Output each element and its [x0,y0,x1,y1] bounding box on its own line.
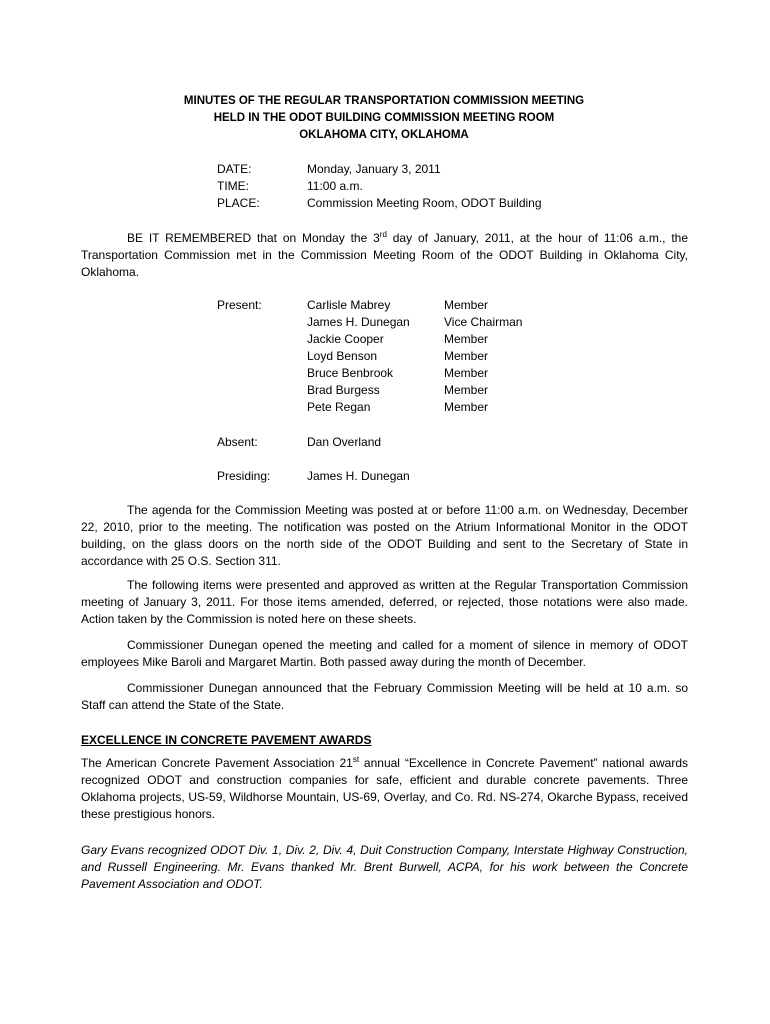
member-role: Member [444,400,489,414]
member-name: Bruce Benbrook [307,366,394,380]
present-row-4 [217,365,522,382]
absent-label: Absent: [217,435,258,449]
place-row [217,195,542,212]
title-line-1: MINUTES OF THE REGULAR TRANSPORTATION COMMISSION MEETING [183,95,585,107]
present-row-6 [217,399,522,416]
member-name: James H. Dunegan [307,315,410,329]
time-row [217,178,542,195]
evans-paragraph: Gary Evans recognized ODOT Div. 1, Div. 2, Div. 4, Duit Construction Company, Interstate Highway Construction, and Russell Engineering. Mr. Evans thanked Mr. Brent Burwell, ACPA, for his work between the Concrete Pavement Association and ODOT. [81,843,688,891]
member-role: Member [444,332,489,346]
document-title [0,93,770,144]
present-row-1 [217,314,522,331]
awards-text-a: The American Concrete Pavement Association 21 [81,756,353,770]
member-name: Pete Regan [307,400,371,414]
date-label: DATE: [217,162,252,176]
date-row [217,161,542,178]
intro-text-b: day of January, 2011, at the hour of 11:06 a.m., the Transportation Commission met in the Commission Meeting Room of the ODOT Building in Oklahoma City, Oklahoma. [81,231,689,279]
present-row-3 [217,348,522,365]
awards-paragraph [81,755,688,823]
member-role: Member [444,298,489,312]
intro-sup: rd [379,230,387,239]
intro-text-a: BE IT REMEMBERED that on Monday the 3 [127,231,380,245]
member-name: Brad Burgess [307,383,380,397]
silence-paragraph: Commissioner Dunegan opened the meeting and called for a moment of silence in memory of ODOT employees Mike Baroli and Margaret Martin. Both passed away during the month of December. [81,638,688,669]
items-paragraph: The following items were presented and approved as written at the Regular Transportation Commission meeting of January 3, 2011. For those items amended, deferred, or rejected, those notations were also made. Action taken by the Commission is noted here on these sheets. [81,578,688,626]
meeting-details [217,161,542,212]
place-value: Commission Meeting Room, ODOT Building [307,196,542,210]
time-value: 11:00 a.m. [307,179,363,193]
awards-text-b: annual “Excellence in Concrete Pavement” national awards recognized ODOT and construction companies for safe, efficient and durable concrete pavements. Three Oklahoma projects, US-59, Wildhorse Mountain, US-69, Overlay, and Co. Rd. NS-274, Okarche Bypass, received these prestigious honors. [81,756,688,821]
place-label: PLACE: [217,196,260,210]
member-name: Loyd Benson [307,349,378,363]
title-line-2: HELD IN THE ODOT BUILDING COMMISSION MEETING ROOM [213,112,555,124]
presiding-label: Presiding: [217,469,271,483]
awards-sup: st [352,755,360,764]
title-line-3: OKLAHOMA CITY, OKLAHOMA [299,129,469,141]
member-name: Carlisle Mabrey [307,298,391,312]
present-members [217,297,522,416]
absent-row [217,434,381,451]
intro-paragraph [81,230,688,281]
member-role: Member [444,349,489,363]
member-role: Member [444,383,489,397]
present-row-2 [217,331,522,348]
absent-value: Dan Overland [307,435,382,449]
present-row-0 [217,297,522,314]
present-row-5 [217,382,522,399]
time-label: TIME: [217,179,249,193]
presiding-value: James H. Dunegan [307,469,410,483]
presiding-row [217,468,410,485]
member-role: Member [444,366,489,380]
date-value: Monday, January 3, 2011 [307,162,441,176]
section-heading: EXCELLENCE IN CONCRETE PAVEMENT AWARDS [81,733,372,747]
member-name: Jackie Cooper [307,332,384,346]
present-label: Present: [217,298,262,312]
agenda-paragraph: The agenda for the Commission Meeting was posted at or before 11:00 a.m. on Wednesday, December 22, 2010, prior to the meeting. The notification was posted on the Atrium Informational Monitor in the ODOT building, on the glass doors on the north side of the ODOT Building and sent to the Secretary of State in accordance with 25 O.S. Section 311. [81,503,688,568]
member-role: Vice Chairman [444,315,523,329]
february-paragraph: Commissioner Dunegan announced that the February Commission Meeting will be held at 10 a.m. so Staff can attend the State of the State. [81,681,688,712]
